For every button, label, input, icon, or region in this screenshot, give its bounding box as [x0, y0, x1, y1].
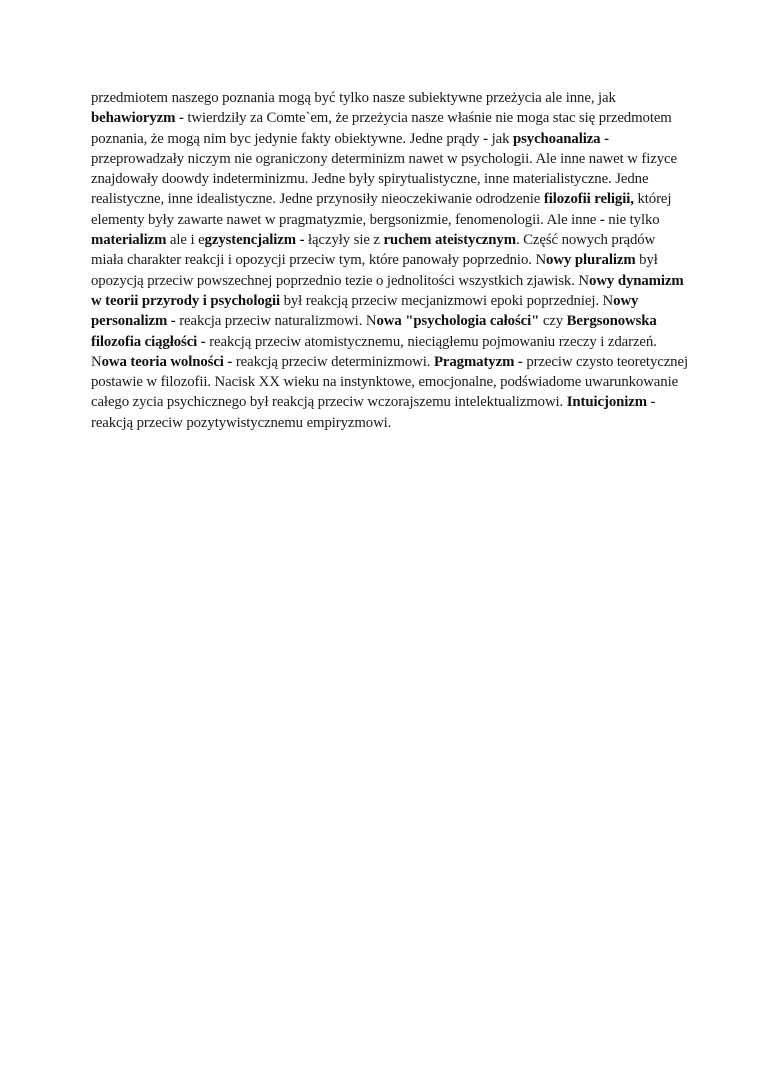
bold-term: Intuicjonizm - — [566, 394, 656, 411]
text-line — [91, 149, 677, 169]
text-line — [91, 392, 673, 412]
bold-term: Pragmatyzm - — [433, 353, 523, 370]
bold-term: psychoanaliza - — [512, 130, 609, 147]
text-line — [91, 230, 673, 250]
text-run: reakcją przeciw pozytywistycznemu empiryzmowi. — [91, 414, 392, 431]
text-line — [91, 291, 673, 311]
text-run: łączyły sie z — [304, 232, 384, 249]
bold-term: gzystencjalizm - — [204, 232, 305, 249]
text-run: przeprowadzały niczym nie ograniczony determinizm nawet w psychologii. Ale inne nawet w fizyce — [91, 150, 677, 167]
text-run: był — [635, 252, 658, 269]
bold-term: Bergsonowska — [566, 313, 657, 330]
text-run: . Część nowych prądów — [515, 232, 656, 249]
text-run: reakcją przeciw determinizmowi. — [232, 353, 434, 370]
bold-term: owy dynamizm — [589, 272, 684, 289]
bold-term: ruchem ateistycznym — [383, 232, 516, 249]
body-paragraph — [91, 88, 688, 433]
bold-term: owy — [613, 292, 639, 309]
text-run: reakcją przeciw atomistycznemu, nieciągłemu pojmowaniu rzeczy i zdarzeń. — [205, 333, 657, 350]
text-line — [91, 332, 673, 352]
text-line — [91, 311, 673, 331]
text-run: miała charakter reakcji i opozycji przeciw tym, które panowały poprzednio. N — [91, 252, 547, 269]
text-line — [91, 271, 684, 291]
text-line — [91, 372, 679, 392]
text-line — [91, 413, 673, 433]
text-line — [91, 210, 673, 230]
text-line — [91, 129, 673, 149]
text-run: reakcja przeciw naturalizmowi. N — [175, 313, 377, 330]
bold-term: materializm — [91, 232, 167, 249]
bold-term: filozofii religii, — [543, 191, 634, 208]
text-line — [91, 189, 673, 209]
text-run: opozycją przeciw powszechnej poprzednio tezie o jednolitości wszystkich zjawisk. N — [91, 272, 590, 289]
bold-term: - — [483, 130, 488, 147]
text-run: ale i e — [166, 232, 205, 249]
bold-term: owa teoria wolności - — [101, 353, 233, 370]
bold-term: filozofia ciągłości - — [91, 333, 206, 350]
text-run: był reakcją przeciw mecjanizmowi epoki poprzedniej. N — [279, 292, 614, 309]
text-run: poznania, że mogą nim byc jedynie fakty obiektywne. Jedne prądy — [91, 130, 484, 147]
text-run: realistyczne, inne idealistyczne. Jedne przynosiły nieoczekiwanie odrodzenie — [91, 191, 544, 208]
text-run: przedmiotem naszego poznania mogą być tylko nasze subiektywne przeżycia ale inne, jak — [91, 90, 616, 106]
bold-term: - — [599, 211, 605, 228]
text-run: nie tylko — [604, 211, 660, 228]
text-line — [91, 352, 688, 372]
text-line — [91, 88, 673, 108]
text-run: znajdowały doowdy indeterminizmu. Jedne były spirytualistyczne, inne materialistyczne. Jedne — [91, 171, 649, 188]
text-line — [91, 169, 673, 189]
text-run: N — [91, 353, 102, 370]
text-run: której — [633, 191, 672, 208]
text-run: czy — [539, 313, 567, 330]
text-line — [91, 108, 673, 128]
text-run: jak — [488, 130, 513, 147]
bold-term: behawioryzm - — [91, 110, 184, 127]
text-run: twierdziły za Comte`em, że przeżycia nasze właśnie nie moga stac się przedmotem — [183, 110, 672, 127]
bold-term: personalizm - — [91, 313, 176, 330]
text-run: przeciw czysto teoretycznej — [522, 353, 688, 370]
text-run: postawie w filozofii. Nacisk XX wieku na instynktowe, emocjonalne, podświadome uwarunkowanie — [91, 374, 679, 391]
text-run: elementy były zawarte nawet w pragmatyzmie, bergsonizmie, fenomenologii. Ale inne — [91, 211, 600, 228]
bold-term: w teorii przyrody i psychologii — [91, 292, 280, 309]
text-run: całego zycia psychicznego był reakcją przeciw wczorajszemu intelektualizmowi. — [91, 394, 567, 411]
bold-term: owy pluralizm — [546, 252, 636, 269]
bold-term: owa "psychologia całości" — [376, 313, 540, 330]
text-line — [91, 250, 673, 270]
